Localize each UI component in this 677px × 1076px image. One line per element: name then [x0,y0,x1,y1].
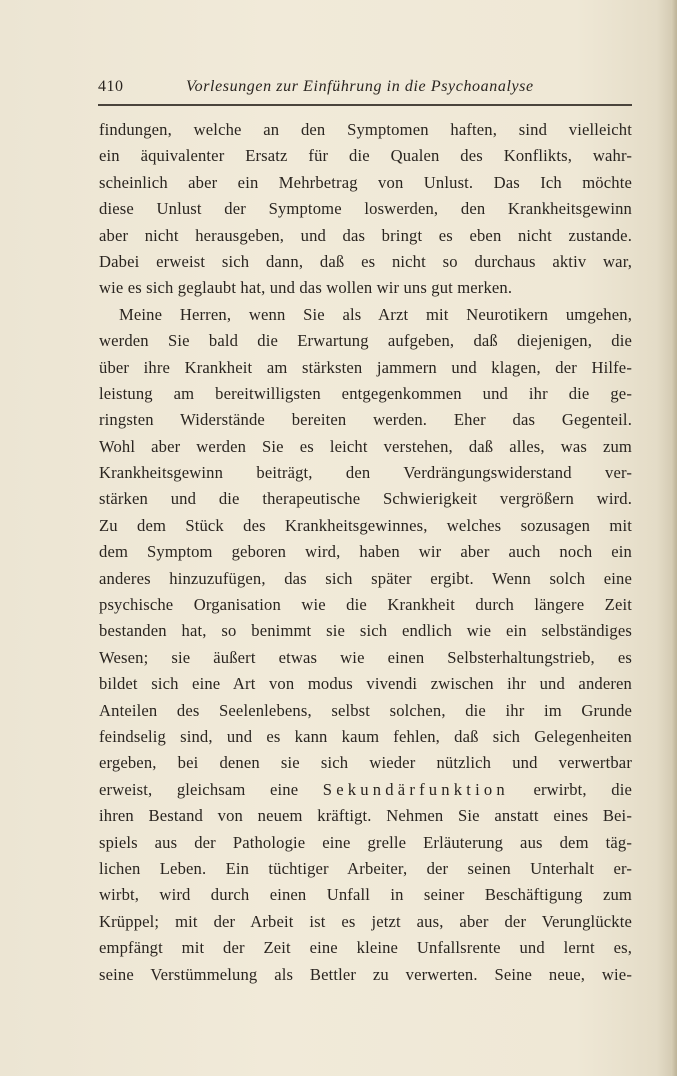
text-segment: erweist, gleichsam eine [99,779,323,799]
page-header [98,76,630,100]
text-line: ihren Bestand von neuem kräftigt. Nehmen Sie anstatt eines Bei- [99,806,632,826]
text-line: Dabei erweist sich dann, daß es nicht so durchaus aktiv war, [99,251,632,271]
text-line: ein äquivalenter Ersatz für die Qualen des Konflikts, wahr- [99,146,632,166]
text-line: werden Sie bald die Erwartung aufgeben, daß diejenigen, die [99,331,632,351]
text-line: wie es sich geglaubt hat, und das wollen wir uns gut merken. [99,278,513,298]
text-line: Zu dem Stück des Krankheitsgewinnes, welches sozusagen mit [99,515,632,535]
text-line: Anteilen des Seelenlebens, selbst solchen, die ihr im Grunde [99,700,632,720]
text-line: wirbt, wird durch einen Unfall in seiner Beschäftigung zum [99,885,632,905]
text-line: Wesen; sie äußert etwas wie einen Selbsterhaltungstrieb, es [99,647,632,667]
text-line: Meine Herren, wenn Sie als Arzt mit Neurotikern umgehen, [119,304,632,324]
text-line: ergeben, bei denen sie sich wieder nützlich und verwertbar [99,753,632,773]
text-line: empfängt mit der Zeit eine kleine Unfallsrente und lernt es, [99,938,632,958]
text-line: dem Symptom geboren wird, haben wir aber auch noch ein [99,542,632,562]
text-line: über ihre Krankheit am stärksten jammern und klagen, der Hilfe- [99,357,632,377]
text-segment: erwirbt, die [508,779,632,799]
page-edge [671,0,677,1076]
text-line: anderes hinzuzufügen, das sich später ergibt. Wenn solch eine [99,568,632,588]
text-line: ringsten Widerstände bereiten werden. Eher das Gegenteil. [99,410,632,430]
text-line: Krankheitsgewinn beiträgt, den Verdrängungswiderstand ver- [99,463,632,483]
text-line: diese Unlust der Symptome loswerden, den Krankheitsgewinn [99,199,632,219]
text-line: bestanden hat, so benimmt sie sich endlich wie ein selbständiges [99,621,632,641]
text-line: bildet sich eine Art von modus vivendi zwischen ihr und anderen [99,674,632,694]
text-line: stärken und die therapeutische Schwierigkeit vergrößern wird. [99,489,632,509]
header-rule [98,104,632,106]
text-line: feindselig sind, und es kann kaum fehlen, daß sich Gelegenheiten [99,726,632,746]
text-line: scheinlich aber ein Mehrbetrag von Unlust. Das Ich möchte [99,172,632,192]
text-line: psychische Organisation wie die Krankheit durch längere Zeit [99,595,632,615]
text-line: aber nicht herausgeben, und das bringt es eben nicht zustande. [99,225,632,245]
text-line: leistung am bereitwilligsten entgegenkommen und ihr die ge- [99,383,632,403]
text-line: lichen Leben. Ein tüchtiger Arbeiter, der seinen Unterhalt er- [99,858,632,878]
text-line [99,777,632,803]
text-line: Wohl aber werden Sie es leicht verstehen, daß alles, was zum [99,436,632,456]
spaced-emphasis: Sekundärfunktion [322,779,509,799]
text-line: seine Verstümmelung als Bettler zu verwerten. Seine neue, wie- [99,964,632,984]
running-title: Vorlesungen zur Einführung in die Psychoanalyse [186,78,534,95]
body-text [99,117,632,988]
text-line: spiels aus der Pathologie eine grelle Erläuterung aus dem täg- [99,832,632,852]
page-number: 410 [98,78,124,95]
text-line: findungen, welche an den Symptomen haften, sind vielleicht [99,120,632,139]
text-line: Krüppel; mit der Arbeit ist es jetzt aus, aber der Verunglückte [99,911,632,931]
